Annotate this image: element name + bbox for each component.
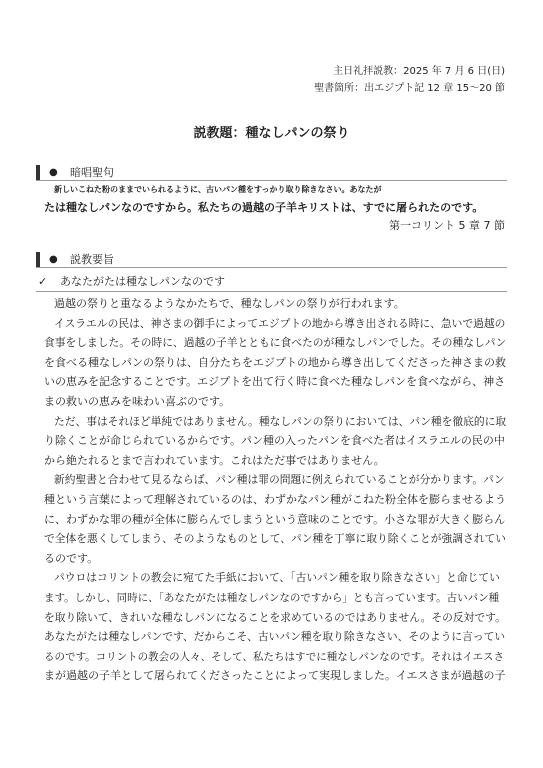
section-bar <box>36 165 40 180</box>
body-line: から絶たれるとまで言われています。これはただ事ではありません。 <box>44 454 385 467</box>
body-line: ます。しかし、同時に、「あなたがたは種なしパンなのですから」とも言っています。古いパン種 <box>44 592 500 604</box>
body-line: まが過越の子羊として屠られてくださったことによって実現しました。イエスさまが過越の子 <box>44 669 506 682</box>
verse-reference: 第一コリント 5 章 7 節 <box>389 219 505 232</box>
body-line: 新約聖書と合わせて見るならば、パン種は罪の問題に例えられていることが分かります。パン <box>54 473 505 486</box>
body-line: パウロはコリントの教会に宛てた手紙において、「古いパン種を取り除きなさい」と命じてい <box>54 571 500 584</box>
body-line: イスラエルの民は、神さまの御手によってエジプトの地から導き出される時に、急いで過越の <box>54 317 506 330</box>
sermon-title: 説教題：種なしパンの祭り <box>193 126 350 141</box>
subheading-label: あなたがたは種なしパンなのです <box>60 275 225 288</box>
subheading <box>36 273 507 292</box>
body-line: に、わずかな罪の種が全体に膨らんでしまうという意味のことです。小さな罪が大きく膨らん <box>44 513 506 526</box>
body-line: ただ、事はそれほど単純ではありません。種なしパンの祭りにおいては、パン種を徹底的に取 <box>54 415 507 428</box>
body-line: 種という言葉によって理解されているのは、わずかなパン種がこねた粉全体を膨らませるよう <box>44 493 506 506</box>
body-line: り除くことが命じられているからです。パン種の入ったパンを食べた者はイスラエルの民の中 <box>44 434 505 447</box>
checkmark-icon: ✓ <box>38 275 48 288</box>
section-header-summary <box>36 252 507 268</box>
section-label: 説教要旨 <box>70 253 114 266</box>
body-line: るのです。 <box>44 552 99 565</box>
body-line: 過越の祭りと重なるようなかたちで、種なしパンの祭りが行われます。 <box>54 297 405 310</box>
section-bar <box>36 252 40 267</box>
bullet-icon: ● <box>49 254 58 265</box>
body-line: 食事をしました。その時に、過越の子羊とともに食べたのが種なしパンでした。その種なしパン <box>44 336 507 349</box>
body-line: いの恵みを記念することです。エジプトを出て行く時に食べた種なしパンを食べながら、神さ <box>44 375 506 388</box>
body-line: るのです。コリントの教会の人々、そして、私たちはすでに種なしパンなのです。それはイエスさ <box>44 651 505 663</box>
body-line: まの救いの恵みを味わい喜ぶのです。 <box>44 395 231 408</box>
sermon-date: 主日礼拝説教：2025 年 7 月 6 日(日) <box>333 66 505 77</box>
bullet-icon: ● <box>49 167 58 178</box>
body-line: で全体を悪くしてしまう、そのようなものとして、パン種を丁寧に取り除くことが強調されてい <box>44 532 507 545</box>
memory-verse-line: たは種なしパンなのですから。私たちの過越の子羊キリストは、すでに屠られたのです。 <box>44 201 484 214</box>
section-label: 暗唱聖句 <box>70 166 114 179</box>
body-line: を食べる種なしパンの祭りは、自分たちをエジプトの地から導き出してくださった神さまの救 <box>44 356 506 369</box>
body-line: を取り除いて、きれいな種なしパンになることを求めているのではありません。その反対です。 <box>44 611 506 624</box>
body-line: あなたがたは種なしパンです、だからこそ、古いパン種を取り除きなさい、そのように言ってい <box>44 630 506 643</box>
section-header-recitation <box>36 165 507 181</box>
memory-verse-line: 新しいこねた粉のままでいられるように、古いパン種をすっかり取り除きなさい。あなたが <box>54 185 382 194</box>
scripture-passage: 聖書箇所：出エジプト記 12 章 15～20 節 <box>314 83 505 94</box>
